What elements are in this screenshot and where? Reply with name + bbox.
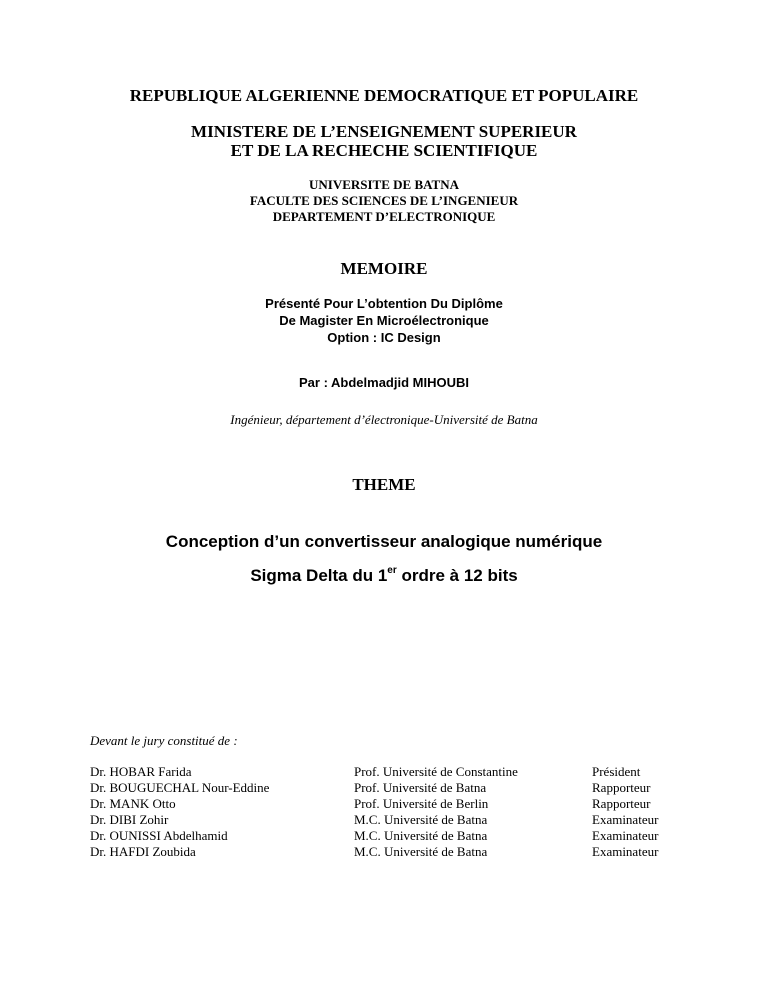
jury-member-institution: Prof. Université de Constantine bbox=[354, 764, 518, 779]
thesis-title-part1: Sigma Delta du 1 bbox=[250, 566, 388, 585]
author-line bbox=[0, 375, 768, 390]
presented-block bbox=[0, 295, 768, 346]
jury-member-name: Dr. BOUGUECHAL Nour-Eddine bbox=[90, 780, 270, 795]
theme-label: THEME bbox=[352, 475, 416, 494]
jury-row bbox=[90, 796, 682, 812]
jury-member-name: Dr. DIBI Zohir bbox=[90, 812, 169, 827]
ministry-heading-line2: ET DE LA RECHECHE SCIENTIFIQUE bbox=[230, 141, 538, 160]
republic-heading: REPUBLIQUE ALGERIENNE DEMOCRATIQUE ET POPULAIRE bbox=[129, 86, 639, 105]
jury-member-role: Examinateur bbox=[592, 812, 659, 827]
memoire-label: MEMOIRE bbox=[340, 259, 428, 278]
ministry-heading-line1: MINISTERE DE L’ENSEIGNEMENT SUPERIEUR bbox=[191, 122, 577, 141]
jury-intro: Devant le jury constitué de : bbox=[90, 733, 238, 748]
jury-row bbox=[90, 828, 682, 844]
jury-member-name: Dr. HAFDI Zoubida bbox=[90, 844, 196, 859]
thesis-title-superscript: er bbox=[387, 565, 397, 576]
author-name: Abdelmadjid MIHOUBI bbox=[331, 375, 469, 390]
jury-member-role: Rapporteur bbox=[592, 780, 651, 795]
jury-table bbox=[90, 764, 682, 860]
jury-member-institution: M.C. Université de Batna bbox=[354, 812, 488, 827]
presented-line2: De Magister En Microélectronique bbox=[279, 313, 489, 328]
presented-line3: Option : IC Design bbox=[327, 330, 441, 345]
jury-member-name: Dr. OUNISSI Abdelhamid bbox=[90, 828, 228, 843]
jury-member-institution: M.C. Université de Batna bbox=[354, 844, 488, 859]
thesis-title-part2: ordre à 12 bits bbox=[396, 566, 518, 585]
jury-row bbox=[90, 780, 682, 796]
jury-member-role: Examinateur bbox=[592, 844, 659, 859]
author-prefix: Par : bbox=[299, 375, 332, 390]
jury-member-institution: Prof. Université de Berlin bbox=[354, 796, 489, 811]
jury-member-role: Président bbox=[592, 764, 641, 779]
thesis-title-line2 bbox=[0, 566, 768, 586]
jury-member-role: Rapporteur bbox=[592, 796, 651, 811]
jury-member-name: Dr. HOBAR Farida bbox=[90, 764, 192, 779]
author-title: Ingénieur, département d’électronique-Université de Batna bbox=[230, 412, 538, 427]
presented-line1: Présenté Pour L’obtention Du Diplôme bbox=[265, 296, 503, 311]
department-name: DEPARTEMENT D’ELECTRONIQUE bbox=[272, 209, 496, 224]
jury-member-institution: Prof. Université de Batna bbox=[354, 780, 487, 795]
jury-row bbox=[90, 764, 682, 780]
thesis-title-line1: Conception d’un convertisseur analogique numérique bbox=[165, 532, 603, 551]
jury-row bbox=[90, 844, 682, 860]
faculty-name: FACULTE DES SCIENCES DE L’INGENIEUR bbox=[249, 193, 519, 208]
jury-member-role: Examinateur bbox=[592, 828, 659, 843]
jury-member-institution: M.C. Université de Batna bbox=[354, 828, 488, 843]
jury-row bbox=[90, 812, 682, 828]
jury-member-name: Dr. MANK Otto bbox=[90, 796, 176, 811]
institution-block bbox=[0, 177, 768, 225]
university-name: UNIVERSITE DE BATNA bbox=[308, 177, 459, 192]
